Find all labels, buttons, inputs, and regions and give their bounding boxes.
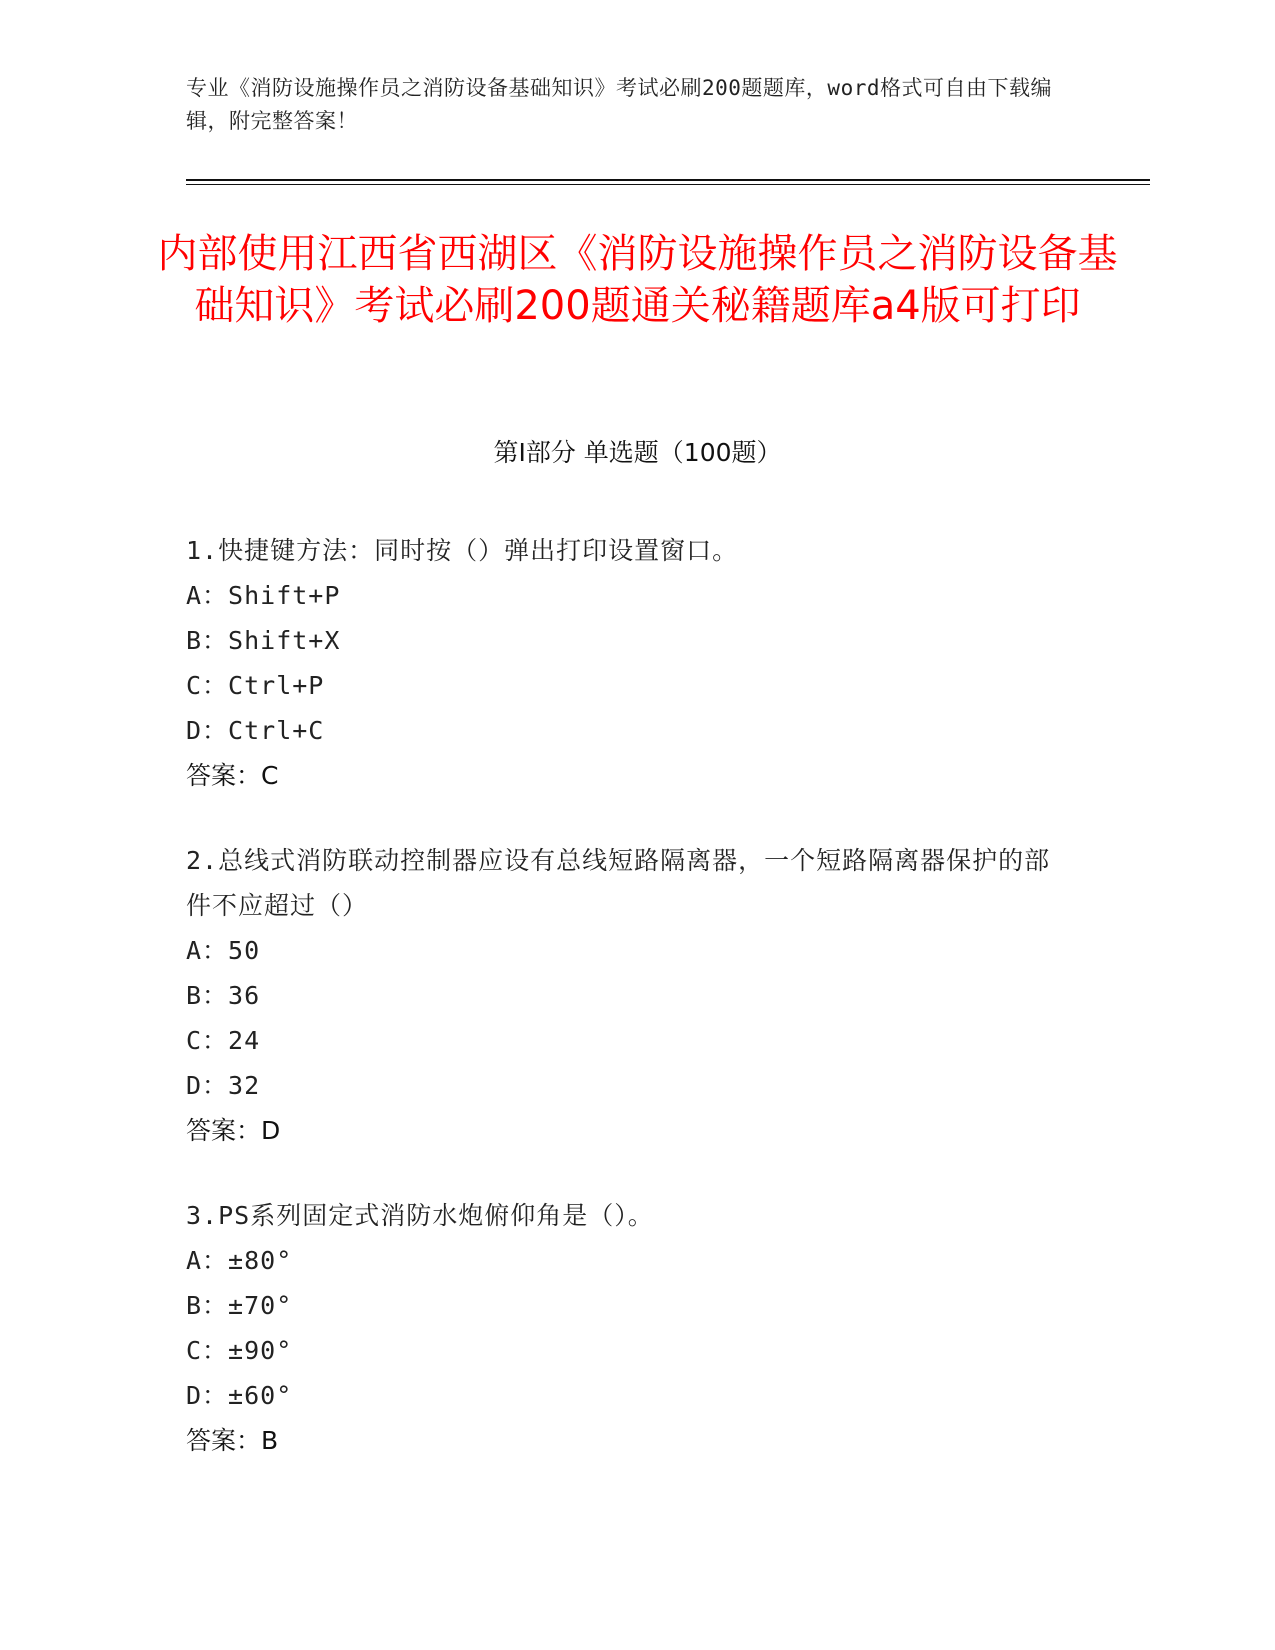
section-title: 第Ⅰ部分 单选题（100题） [493, 438, 782, 467]
option-b: B：36 [186, 981, 261, 1010]
option-b: B：Shift+X [186, 626, 341, 655]
answer: 答案：C [186, 761, 279, 790]
answer: 答案：D [186, 1116, 281, 1145]
header-rule-thin [186, 184, 1150, 185]
option-a: A：±80° [186, 1246, 293, 1275]
question-3 [186, 1193, 1066, 1463]
option-c: C：±90° [186, 1336, 293, 1365]
header-rule-thick [186, 179, 1150, 181]
question-stem: 1.快捷键方法：同时按（）弹出打印设置窗口。 [186, 536, 739, 565]
question-1 [186, 528, 1066, 798]
option-c: C：Ctrl+P [186, 671, 325, 700]
option-d: D：±60° [186, 1381, 293, 1410]
question-stem: 3.PS系列固定式消防水炮俯仰角是（）。 [186, 1201, 654, 1230]
question-list [186, 528, 1066, 1503]
option-d: D：32 [186, 1071, 261, 1100]
option-c: C：24 [186, 1026, 261, 1055]
header-note: 专业《消防设施操作员之消防设备基础知识》考试必刷200题题库，word格式可自由下载编辑，附完整答案！ [186, 76, 1052, 133]
option-b: B：±70° [186, 1291, 293, 1320]
option-a: A：50 [186, 936, 261, 965]
option-a: A：Shift+P [186, 581, 341, 610]
question-2 [186, 838, 1066, 1153]
option-d: D：Ctrl+C [186, 716, 325, 745]
answer: 答案：B [186, 1426, 279, 1455]
question-stem: 2.总线式消防联动控制器应设有总线短路隔离器，一个短路隔离器保护的部件不应超过（） [186, 846, 1051, 920]
document-title: 内部使用江西省西湖区《消防设施操作员之消防设备基础知识》考试必刷200题通关秘籍题库a4版可打印 [157, 231, 1118, 329]
